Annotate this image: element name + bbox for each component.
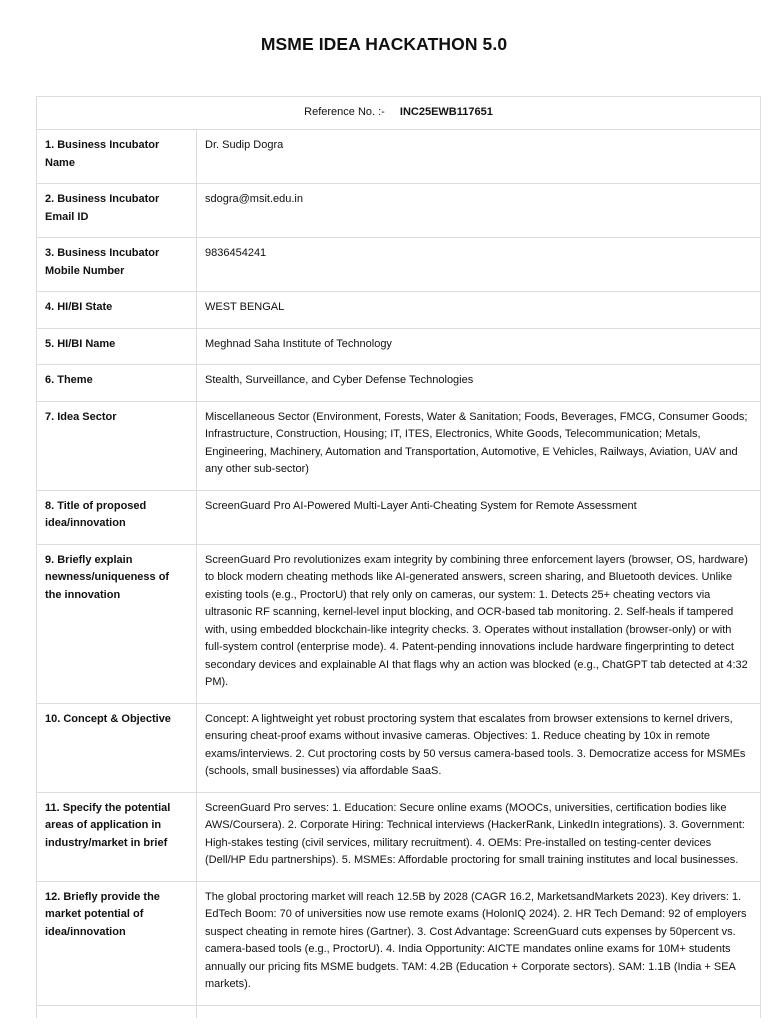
field-label: 10. Concept & Objective [37, 703, 197, 792]
application-form-table [36, 96, 761, 1018]
field-value: 9836454241 [197, 238, 761, 292]
page-title: MSME IDEA HACKATHON 5.0 [260, 34, 508, 54]
reference-label: Reference No. :- [304, 106, 385, 119]
reference-cell [37, 97, 761, 130]
field-label: 3. Business Incubator Mobile Number [37, 238, 197, 292]
field-row-theme [37, 365, 761, 402]
field-label: 5. HI/BI Name [37, 328, 197, 365]
field-value: Concept: A lightweight yet robust proctoring system that escalates from browser extensions to kernel drivers, ensuring cheat-proof exams without invasive cameras. Objectives: 1. Reduce cheating by 10x in remote exams/interviews. 2. Cut proctoring costs by 50 versus camera-based tools. 3. Democratize access for MSMEs (schools, small businesses) via affordable SaaS. [197, 703, 761, 792]
field-value: Miscellaneous Sector (Environment, Forests, Water & Sanitation; Foods, Beverages, FMCG, Consumer Goods; Infrastructure, Construction, Housing; IT, ITES, Electronics, White Goods, Telecommunication; Metals, Engineering, Machinery, Automation and Transportation, Automotive, E Vehicles, Railways, Aviation, UAV and any other sub-sector) [197, 401, 761, 490]
field-value: ScreenGuard Pro AI-Powered Multi-Layer Anti-Cheating System for Remote Assessment [197, 490, 761, 544]
field-value: Meghnad Saha Institute of Technology [197, 328, 761, 365]
continuation-cell [37, 1005, 197, 1018]
field-row-application-areas [37, 792, 761, 881]
field-value: Stealth, Surveillance, and Cyber Defense Technologies [197, 365, 761, 402]
field-value: Dr. Sudip Dogra [197, 130, 761, 184]
field-value: ScreenGuard Pro revolutionizes exam integrity by combining three enforcement layers (browser, OS, hardware) to block modern cheating methods like AI-generated answers, screen sharing, and Bluetooth devices. Unlike existing tools (e.g., ProctorU) that rely only on cameras, our system: 1. Detects 25+ cheating vectors via ultrasonic RF scanning, kernel-level input blocking, and OCR-based tab monitoring. 2. Self-heals if tampered with, using embedded blockchain-like integrity checks. 3. Operates without installation (browser-only) or with full-system control (enterprise mode). 4. Patent-pending innovations include hardware fingerprinting to detect secondary devices and explainable AI that flags why an action was blocked (e.g., ChatGPT tab detected at 4:32 PM). [197, 544, 761, 703]
table-continuation-row [37, 1005, 761, 1018]
field-row-concept-objective [37, 703, 761, 792]
field-row-idea-title [37, 490, 761, 544]
field-row-business-incubator-name [37, 130, 761, 184]
field-value: sdogra@msit.edu.in [197, 184, 761, 238]
field-row-institute-name [37, 328, 761, 365]
field-value: The global proctoring market will reach 12.5B by 2028 (CAGR 16.2, MarketsandMarkets 2023). Key drivers: 1. EdTech Boom: 70 of universities now use remote exams (HolonIQ 2024). 2. HR Tech Demand: 92 of employers suspect cheating in remote hires (Gartner). 3. Cost Advantage: ScreenGuard cuts expenses by 50percent vs. camera-based tools (e.g., ProctorU). 4. India Opportunity: AICTE mandates online exams for 10M+ students annually our pricing fits MSME budgets. TAM: 4.2B (Education + Corporate sectors). SAM: 1.1B (India + SEA markets). [197, 881, 761, 1005]
field-row-business-incubator-email [37, 184, 761, 238]
field-value: WEST BENGAL [197, 292, 761, 329]
reference-row [37, 97, 761, 130]
field-row-idea-sector [37, 401, 761, 490]
field-row-market-potential [37, 881, 761, 1005]
field-label: 6. Theme [37, 365, 197, 402]
field-label: 8. Title of proposed idea/innovation [37, 490, 197, 544]
field-label: 9. Briefly explain newness/uniqueness of the innovation [37, 544, 197, 703]
field-label: 7. Idea Sector [37, 401, 197, 490]
reference-number: INC25EWB117651 [399, 106, 493, 119]
field-row-business-incubator-mobile [37, 238, 761, 292]
field-label: 4. HI/BI State [37, 292, 197, 329]
field-label: 11. Specify the potential areas of application in industry/market in brief [37, 792, 197, 881]
field-label: 2. Business Incubator Email ID [37, 184, 197, 238]
field-label: 1. Business Incubator Name [37, 130, 197, 184]
field-row-state [37, 292, 761, 329]
field-label: 12. Briefly provide the market potential of idea/innovation [37, 881, 197, 1005]
field-row-uniqueness [37, 544, 761, 703]
continuation-cell [197, 1005, 761, 1018]
field-value: ScreenGuard Pro serves: 1. Education: Secure online exams (MOOCs, universities, certification bodies like AWS/Coursera). 2. Corporate Hiring: Technical interviews (HackerRank, LinkedIn integrations). 3. Government: High-stakes testing (civil services, military recruitment). 4. OEMs: Pre-installed on testing-center devices (Dell/HP Edu partnerships). 5. MSMEs: Affordable proctoring for small training institutes and local businesses. [197, 792, 761, 881]
